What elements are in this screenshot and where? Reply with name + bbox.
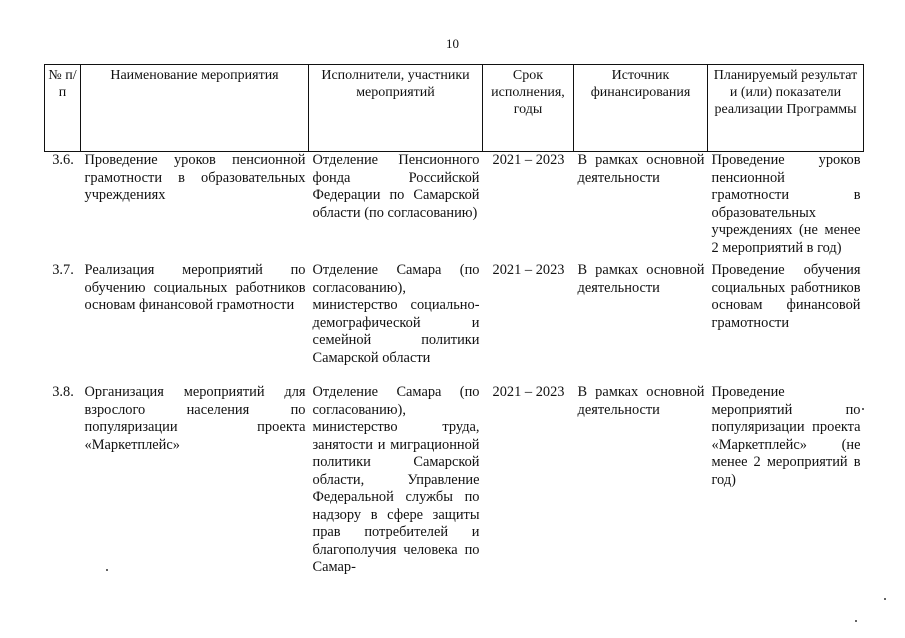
events-table <box>44 64 864 579</box>
table-row <box>45 262 864 384</box>
row-number: 3.7. <box>52 262 74 278</box>
event-term: 2021 – 2023 <box>492 152 565 168</box>
column-header-executors: Исполнители, участники мероприятий <box>309 65 483 152</box>
event-executors: Отделение Самара (по согласованию), министерство социально-демографической и семейной политики Самарской области <box>312 262 480 366</box>
column-header-source: Источник финансирования <box>574 65 708 152</box>
event-name: Организация мероприятий для взрослого населения по популяризации проекта «Маркетплейс» <box>84 384 306 453</box>
event-result: Проведение уроков пенсионной грамотности в образовательных учреждениях (не менее 2 мероприятий в год) <box>711 152 861 256</box>
column-header-result: Планируемый результат и (или) показатели реализации Программы <box>708 65 864 152</box>
event-name: Реализация мероприятий по обучению социальных работников основам финансовой грамотности <box>84 262 306 313</box>
page-number: 10 <box>446 36 459 51</box>
row-number: 3.8. <box>52 384 74 400</box>
table-header-row <box>45 65 864 152</box>
event-result: Проведение обучения социальных работников основам финансовой грамотности <box>711 262 861 331</box>
event-funding-source: В рамках основной деятельности <box>577 152 705 186</box>
event-term: 2021 – 2023 <box>492 384 565 400</box>
column-header-name: Наименование мероприятия <box>81 65 309 152</box>
event-name: Проведение уроков пенсионной грамотности в образовательных учреждениях <box>84 152 306 203</box>
event-result: Проведение мероприятий по популяризации проекта «Маркетплейс» (не менее 2 мероприятий в год) <box>711 384 861 488</box>
event-funding-source: В рамках основной деятельности <box>577 384 705 418</box>
table-row <box>45 152 864 263</box>
scan-speck <box>862 408 864 410</box>
event-term: 2021 – 2023 <box>492 262 565 278</box>
scan-speck <box>855 620 857 622</box>
event-executors: Отделение Самара (по согласованию), министерство труда, занятости и миграционной политики Самарской области, Управление Федеральной службы по надзору в сфере защиты прав потребителей и благополучия человека по Самар- <box>312 384 480 575</box>
event-funding-source: В рамках основной деятельности <box>577 262 705 296</box>
table-row <box>45 384 864 579</box>
row-number: 3.6. <box>52 152 74 168</box>
column-header-number: № п/п <box>45 65 81 152</box>
scan-speck <box>106 569 108 571</box>
scan-speck <box>884 598 886 600</box>
event-executors: Отделение Пенсионного фонда Российской Федерации по Самарской области (по согласованию) <box>312 152 480 221</box>
column-header-term: Срок исполнения, годы <box>483 65 574 152</box>
